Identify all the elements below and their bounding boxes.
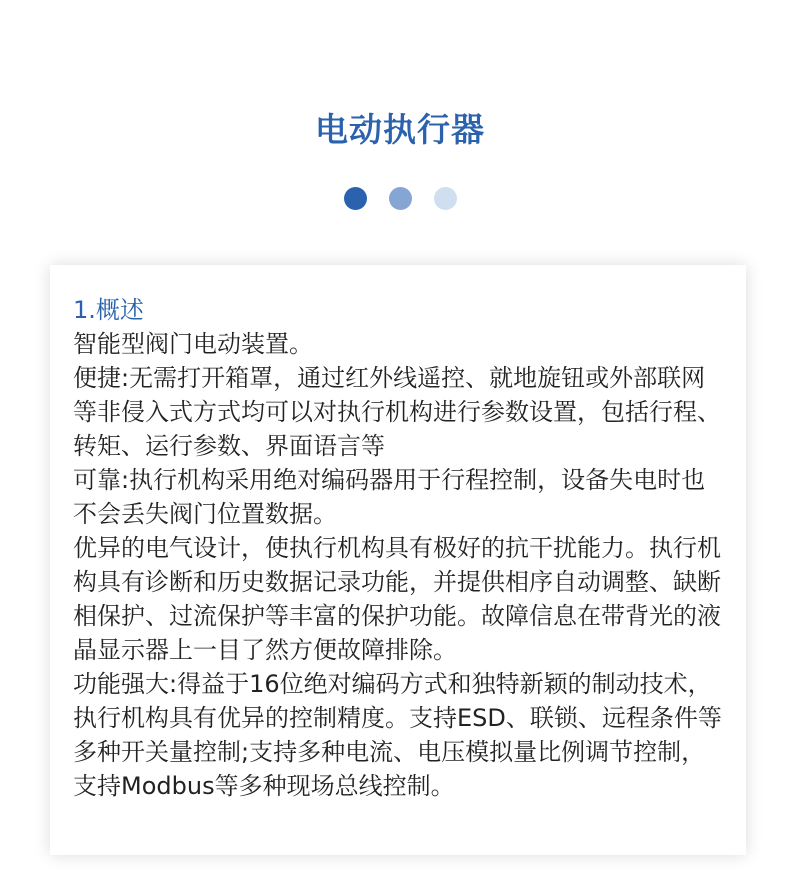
carousel-dot-3[interactable] [434, 187, 457, 210]
paragraph-features: 功能强大:得益于16位绝对编码方式和独特新颖的制动技术，执行机构具有优异的控制精度。支持ESD、联锁、远程条件等多种开关量控制;支持多种电流、电压模拟量比例调节控制，支持Modbus等多种现场总线控制。 [73, 670, 722, 800]
card-body [73, 327, 728, 803]
page-title: 电动执行器 [315, 110, 485, 150]
paragraph-electrical-design: 优异的电气设计，使执行机构具有极好的抗干扰能力。执行机构具有诊断和历史数据记录功能，并提供相序自动调整、缺断相保护、过流保护等丰富的保护功能。故障信息在带背光的液晶显示器上一目了然方便故障排除。 [73, 534, 721, 664]
carousel-dot-2[interactable] [389, 187, 412, 210]
carousel-dot-1[interactable] [344, 187, 367, 210]
section-heading: 1.概述 [73, 296, 144, 324]
paragraph-convenience: 便捷:无需打开箱罩，通过红外线遥控、就地旋钮或外部联网等非侵入式方式均可以对执行机构进行参数设置，包括行程、转矩、运行参数、界面语言等 [73, 364, 721, 460]
content-card [50, 265, 746, 855]
carousel-indicator [0, 187, 800, 210]
paragraph-summary: 智能型阀门电动装置。 [73, 330, 313, 358]
paragraph-reliability: 可靠:执行机构采用绝对编码器用于行程控制，设备失电时也不会丢失阀门位置数据。 [73, 466, 706, 528]
